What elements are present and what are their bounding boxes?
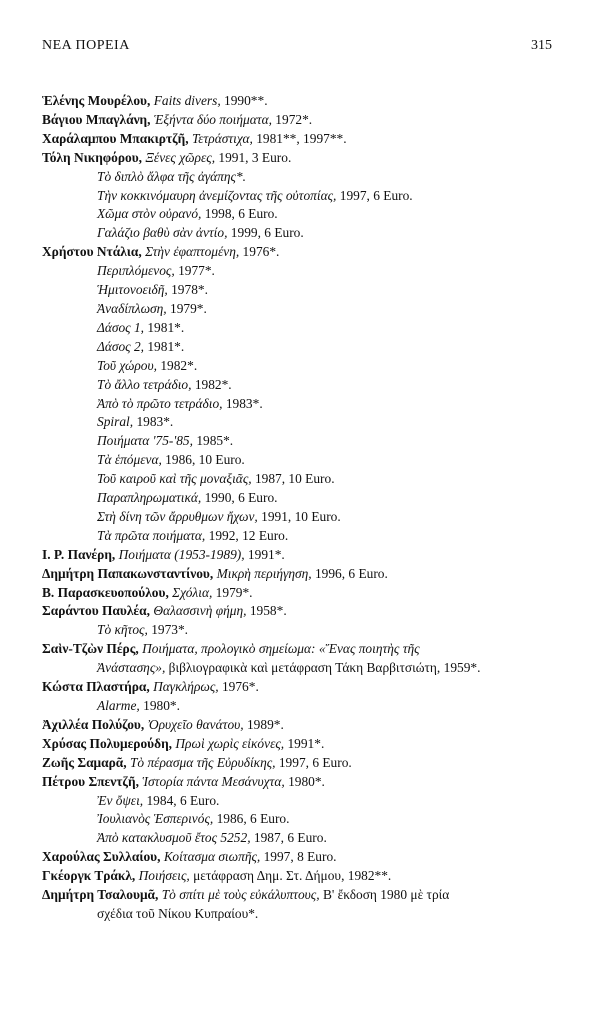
bibliography-entry xyxy=(42,678,572,697)
publication-details: 1997, 6 Euro. xyxy=(275,754,352,770)
publication-details: 1981**, 1997**. xyxy=(252,130,347,146)
work-title: Γαλάζιο βαθὺ σὰν ἀντίο, xyxy=(97,225,228,241)
publication-details: 1980*. xyxy=(139,698,180,713)
publication-details: 1981*. xyxy=(144,319,185,335)
publication-details: 1983*. xyxy=(222,395,263,411)
bibliography-entry xyxy=(42,130,572,149)
bibliography-subentry xyxy=(42,224,572,243)
bibliography-subentry xyxy=(42,508,572,527)
work-title: Πρωὶ χωρὶς εἰκόνες, xyxy=(175,735,285,751)
work-title: Χῶμα στὸν οὐρανό, xyxy=(97,206,202,222)
publication-details: 1978*. xyxy=(167,282,208,298)
work-title: Στὴ δίνη τῶν ἄρρυθμων ἤχων, xyxy=(97,508,258,524)
work-title: Τὰ πρῶτα ποιήματα, xyxy=(97,527,206,543)
work-title: Κοίτασμα σιωπῆς, xyxy=(163,849,261,865)
publication-details: 1996, 6 Euro. xyxy=(311,565,388,581)
work-title: Μικρὴ περιήγηση, xyxy=(216,565,312,581)
work-title: Ἐν ὄψει, xyxy=(97,792,144,808)
publication-details: 1986, 10 Euro. xyxy=(161,452,245,468)
bibliography-continuation xyxy=(42,659,572,678)
publication-details: 1985*. xyxy=(192,433,234,449)
publication-details: 1976*. xyxy=(218,679,259,695)
work-title: Ξένες χῶρες, xyxy=(145,149,216,165)
author-name: Χρήστου Ντάλια, xyxy=(42,244,142,260)
work-title: Ποιήματα, προλογικὸ σημείωμα: «Ἕνας ποιητὴς τῆς xyxy=(142,641,420,657)
author-name: Σαὶν-Τζὼν Πέρς, xyxy=(42,641,139,657)
author-name: Γκέοργκ Τράκλ, xyxy=(42,868,136,884)
bibliography-subentry xyxy=(42,527,572,546)
publication-details: 1992, 12 Euro. xyxy=(205,527,289,543)
bibliography-subentry xyxy=(42,697,572,716)
author-name: Ζωῆς Σαμαρᾶ, xyxy=(42,754,127,770)
author-name: Χρύσας Πολυμερούδη, xyxy=(42,735,173,751)
work-title: Τὰ ἑπόμενα, xyxy=(97,452,162,468)
publication-details: σχέδια τοῦ Νίκου Κυπραίου*. xyxy=(97,905,259,921)
publication-details: 1980*. xyxy=(284,773,325,789)
work-title: Τὸ κῆτος, xyxy=(97,622,148,638)
bibliography-entry xyxy=(42,565,572,584)
publication-details: 1991, 3 Euro. xyxy=(215,149,292,165)
bibliography-entry xyxy=(42,584,572,603)
publication-details: 1977*. xyxy=(174,263,215,279)
publication-details: 1991*. xyxy=(284,735,325,751)
bibliography-subentry xyxy=(42,205,572,224)
work-title: Σχόλια, xyxy=(172,584,213,600)
publication-details: 1998, 6 Euro. xyxy=(201,206,278,222)
author-name: Χαρούλας Συλλαίου, xyxy=(42,849,161,865)
author-name: Ι. Ρ. Πανέρη, xyxy=(42,546,116,562)
page-number: 315 xyxy=(531,38,552,53)
bibliography-subentry xyxy=(42,357,572,376)
bibliography-entry xyxy=(42,640,572,659)
bibliography-subentry xyxy=(42,470,572,489)
bibliography-entry xyxy=(42,111,572,130)
bibliography-entry xyxy=(42,735,572,754)
bibliography-entry xyxy=(42,867,572,886)
work-title: Ἰουλιανὸς Ἑσπερινός, xyxy=(97,811,214,827)
bibliography-entry xyxy=(42,546,572,565)
publication-details: 1997, 8 Euro. xyxy=(260,849,337,865)
work-title: Παραπληρωματικά, xyxy=(97,490,202,506)
publication-details: 1983*. xyxy=(133,414,174,430)
bibliography-subentry xyxy=(42,792,572,811)
work-title: Θαλασσινὴ φήμη, xyxy=(153,603,247,619)
bibliography-continuation xyxy=(42,905,572,924)
publication-details: 1976*. xyxy=(239,244,280,260)
work-title: Τὸ σπίτι μὲ τοὺς εὐκάλυπτους, xyxy=(161,887,320,903)
bibliography-subentry xyxy=(42,621,572,640)
author-name: Τόλη Νικηφόρου, xyxy=(42,149,143,165)
work-title: Δάσος 1, xyxy=(97,319,145,335)
work-title: Faits divers, xyxy=(153,93,221,108)
bibliography-subentry xyxy=(42,187,572,206)
bibliography-entry xyxy=(42,848,572,867)
bibliography-entry xyxy=(42,243,572,262)
publication-details: 1982*. xyxy=(191,376,232,392)
author-name: Χαράλαμπου Μπακιρτζῆ, xyxy=(42,130,189,146)
bibliography-subentry xyxy=(42,395,572,414)
work-title: Περιπλόμενος, xyxy=(97,263,175,279)
bibliography-entry xyxy=(42,754,572,773)
author-name: Βάγιου Μπαγλάνη, xyxy=(42,111,151,127)
work-title: Ποιήσεις, xyxy=(138,868,190,884)
work-title: Τετράστιχα, xyxy=(191,130,253,146)
publication-details: 1979*. xyxy=(166,300,207,316)
running-title: ΝΕΑ ΠΟΡΕΙΑ xyxy=(42,38,130,53)
publication-details: 1991, 10 Euro. xyxy=(257,508,341,524)
work-title: Τὸ διπλὸ ἄλφα τῆς ἀγάπης*. xyxy=(97,168,246,184)
bibliography-subentry xyxy=(42,319,572,338)
work-title: Ἀπὸ τὸ πρῶτο τετράδιο, xyxy=(97,395,223,411)
bibliography-subentry xyxy=(42,262,572,281)
work-title: Τὸ ἄλλο τετράδιο, xyxy=(97,376,192,392)
work-title: Ὀρυχεῖο θανάτου, xyxy=(147,716,244,732)
author-name: Ἑλένης Μουρέλου, xyxy=(42,93,151,108)
publication-details: 1982*. xyxy=(157,357,198,373)
author-name: Σαράντου Παυλέα, xyxy=(42,603,150,619)
bibliography-subentry xyxy=(42,489,572,508)
bibliography-subentry xyxy=(42,376,572,395)
bibliography-subentry xyxy=(42,829,572,848)
publication-details: 1979*. xyxy=(212,584,253,600)
bibliography-subentry xyxy=(42,300,572,319)
publication-details: 1990, 6 Euro. xyxy=(201,490,278,506)
author-name: Δημήτρη Τσαλουμᾶ, xyxy=(42,887,159,903)
publication-details: 1958*. xyxy=(246,603,287,619)
bibliography-entry xyxy=(42,773,572,792)
bibliography-subentry xyxy=(42,413,572,432)
publication-details: 1973*. xyxy=(147,622,189,638)
publication-details: 1986, 6 Euro. xyxy=(213,811,290,827)
author-name: Ἀχιλλέα Πολύζου, xyxy=(42,716,145,732)
work-title: Ἡμιτονοειδῆ, xyxy=(97,282,168,298)
work-title: Ἀναδίπλωση, xyxy=(97,300,167,316)
bibliography-subentry xyxy=(42,338,572,357)
bibliography-entry xyxy=(42,716,572,735)
work-title: Δάσος 2, xyxy=(97,338,145,354)
work-title: Spiral, xyxy=(97,414,134,430)
author-name: Κώστα Πλαστήρα, xyxy=(42,679,150,695)
publication-details: 1989*. xyxy=(243,716,284,732)
bibliography-entry xyxy=(42,602,572,621)
bibliography-subentry xyxy=(42,432,572,451)
publication-details: Β' ἔκδοση 1980 μὲ τρία xyxy=(319,887,450,903)
publication-details: 1997, 6 Euro. xyxy=(336,187,413,203)
work-title: Τοῦ καιροῦ καὶ τῆς μοναξιᾶς, xyxy=(97,471,252,487)
publication-details: 1972*. xyxy=(271,111,313,127)
work-title: Alarme, xyxy=(97,698,140,713)
bibliography-entry xyxy=(42,92,572,111)
bibliography-entry xyxy=(42,886,572,905)
bibliography-entry xyxy=(42,149,572,168)
work-title: Ποιήματα (1953-1989), xyxy=(118,546,245,562)
publication-details: 1984, 6 Euro. xyxy=(143,792,220,808)
bibliography-subentry xyxy=(42,810,572,829)
work-title: Στὴν ἐφαπτομένη, xyxy=(145,244,240,260)
publication-details: 1991*. xyxy=(244,546,285,562)
publication-details: μετάφραση Δημ. Στ. Δήμου, 1982**. xyxy=(189,868,392,884)
author-name: Πέτρου Σπεντζῆ, xyxy=(42,773,139,789)
bibliography-subentry xyxy=(42,168,572,187)
work-title: Ἀνάστασης», xyxy=(97,660,166,676)
publication-details: βιβλιογραφικὰ καὶ μετάφραση Τάκη Βαρβιτσιώτη, 1959*. xyxy=(165,660,481,676)
work-title: Τὴν κοκκινόμαυρη ἀνεμίζοντας τῆς οὐτοπίας, xyxy=(97,187,337,203)
publication-details: 1990**. xyxy=(220,93,268,108)
author-name: Β. Παρασκευοπούλου, xyxy=(42,584,169,600)
bibliography-subentry xyxy=(42,451,572,470)
work-title: Τὸ πέρασμα τῆς Εὐρυδίκης, xyxy=(129,754,276,770)
publication-details: 1981*. xyxy=(144,338,185,354)
bibliography-subentry xyxy=(42,281,572,300)
publication-details: 1999, 6 Euro. xyxy=(227,225,304,241)
author-name: Δημήτρη Παπακωνσταντίνου, xyxy=(42,565,214,581)
publication-details: 1987, 6 Euro. xyxy=(250,830,327,846)
work-title: Παγκλήρως, xyxy=(153,679,219,695)
publication-details: 1987, 10 Euro. xyxy=(251,471,335,487)
work-title: Ποιήματα '75-'85, xyxy=(97,433,193,449)
work-title: Τοῦ χώρου, xyxy=(97,357,157,373)
work-title: Ἱστορία πάντα Μεσάνυχτα, xyxy=(142,773,285,789)
work-title: Ἑξήντα δύο ποιήματα, xyxy=(153,111,272,127)
work-title: Ἀπὸ κατακλυσμοῦ ἔτος 5252, xyxy=(97,830,251,846)
bibliography-list xyxy=(42,92,572,924)
